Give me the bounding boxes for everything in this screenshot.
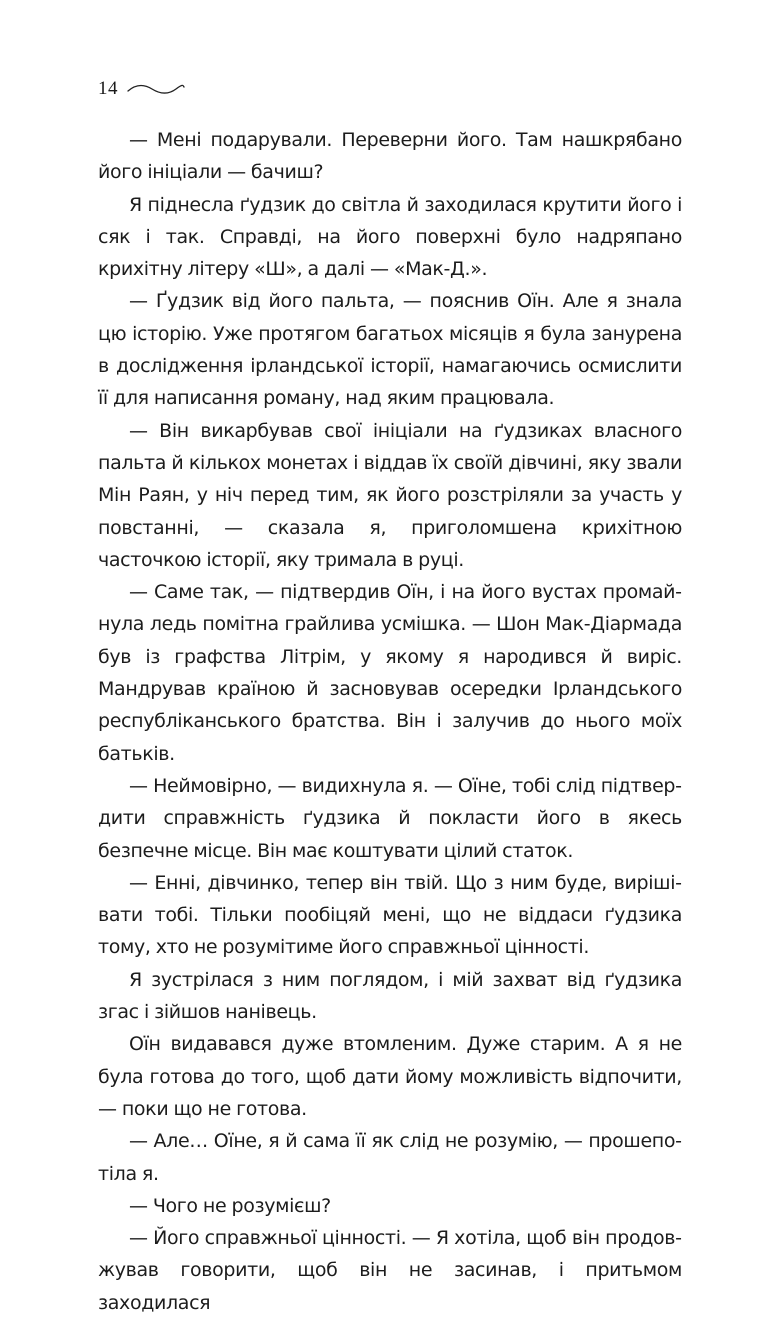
paragraph: — Саме так, — підтвердив Оїн, і на його вустах промайнула ледь помітна грайлива усмішка. — Шон Мак-Діармада був із графства Літрім, у якому я народився й виріс. Мандрував країною й засновував осередки Ірландського республіканського братства. Він і залучив до нього моїх батьків. [98, 581, 682, 765]
paragraph: — Чого не розумієш? [129, 1194, 331, 1217]
swash-ornament-icon [126, 82, 186, 96]
page-header [98, 76, 186, 102]
paragraph: Я зустрілася з ним поглядом, і мій захват від ґудзика згас і зійшов нанівець. [98, 968, 682, 1024]
body-text [98, 124, 682, 1319]
paragraph: — Його справжньої цінності. — Я хотіла, щоб він продовжував говорити, щоб він не засинав, і притьмом заходилася [98, 1227, 682, 1314]
paragraph: — Він викарбував свої ініціали на ґудзиках власного пальта й кількох монетах і віддав їх своїй дівчині, яку звали Мін Раян, у ніч перед тим, як його розстріляли за участь у повстанні, — сказала я, приголомшена крихітною часточкою історії, яку тримала в руці. [98, 419, 682, 571]
paragraph: Оїн видавався дуже втомленим. Дуже старим. А я не була готова до того, щоб дати йому можливість відпочити, — поки що не готова. [98, 1033, 682, 1120]
paragraph: — Ґудзик від його пальта, — пояснив Оїн. Але я знала цю історію. Уже протягом багатьох місяців я була занурена в дослідження ірландської історії, намагаючись осмислити її для написання роману, над яким працювала. [98, 290, 682, 410]
paragraph: — Мені подарували. Переверни його. Там нашкрябано його ініціали — бачиш? [98, 129, 682, 184]
page-number: 14 [98, 78, 118, 99]
paragraph: — Але… Оїне, я й сама її як слід не розумію, — прошепотіла я. [98, 1130, 682, 1185]
paragraph: — Енні, дівчинко, тепер він твій. Що з ним буде, вирішівати тобі. Тільки пообіцяй мені, що не віддаси ґудзика тому, хто не розумітиме його справжньої цінності. [98, 871, 682, 959]
paragraph: Я піднесла ґудзик до світла й заходилася крутити його і сяк і так. Справді, на його поверхні було надряпано крихітну літеру «Ш», а далі — «Мак-Д.». [98, 193, 682, 281]
paragraph: — Неймовірно, — видихнула я. — Оїне, тобі слід підтвердити справжність ґудзика й покласти його в якесь безпечне місце. Він має коштувати цілий статок. [98, 774, 682, 862]
